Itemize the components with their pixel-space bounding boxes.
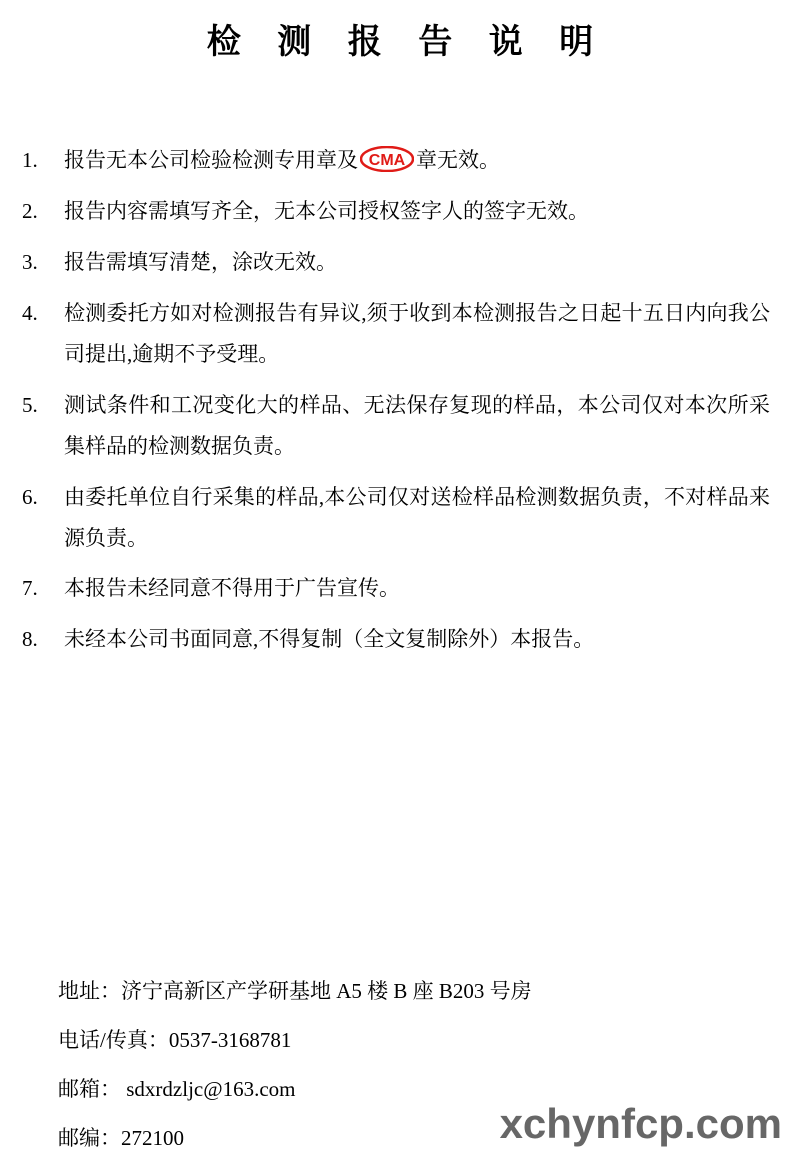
note-number: 6. xyxy=(22,484,38,509)
note-text-post: 章无效。 xyxy=(416,148,500,172)
email-line: 邮箱： sdxrdzljc@163.com xyxy=(58,1076,296,1101)
postcode-line: 邮编：272100 xyxy=(58,1125,184,1150)
phone-line: 电话/传真：0537-3168781 xyxy=(58,1027,292,1052)
list-item xyxy=(22,568,770,609)
watermark: xchynfcp.com xyxy=(499,1100,782,1147)
list-item xyxy=(22,385,770,467)
list-item xyxy=(22,191,770,232)
page-title: 检 测 报 告 说 明 xyxy=(206,24,608,61)
note-number: 8. xyxy=(22,627,38,652)
note-text xyxy=(64,140,770,181)
note-text: 未经本公司书面同意,不得复制（全文复制除外）本报告。 xyxy=(64,627,595,652)
list-item xyxy=(22,140,770,181)
note-text: 由委托单位自行采集的样品,本公司仅对送检样品检测数据负责，不对样品来源负责。 xyxy=(64,484,770,550)
note-text: 报告内容需填写齐全，无本公司授权签字人的签字无效。 xyxy=(64,198,589,223)
note-number: 5. xyxy=(22,392,38,417)
note-number: 2. xyxy=(22,198,38,223)
list-item xyxy=(22,477,770,559)
list-item xyxy=(22,242,770,283)
note-number: 7. xyxy=(22,576,38,601)
svg-text:CMA: CMA xyxy=(368,152,406,169)
note-number: 1. xyxy=(22,148,38,172)
note-text: 测试条件和工况变化大的样品、无法保存复现的样品，本公司仅对本次所采集样品的检测数据负责。 xyxy=(64,392,770,458)
note-number: 4. xyxy=(22,300,38,325)
note-text-pre: 报告无本公司检验检测专用章及 xyxy=(64,148,358,172)
note-number: 3. xyxy=(22,249,38,274)
note-text: 检测委托方如对检测报告有异议,须于收到本检测报告之日起十五日内向我公司提出,逾期不予受理。 xyxy=(64,300,770,366)
cma-seal-icon xyxy=(360,146,414,172)
note-text: 本报告未经同意不得用于广告宣传。 xyxy=(64,576,400,601)
list-item xyxy=(22,619,770,660)
note-text: 报告需填写清楚，涂改无效。 xyxy=(64,249,337,274)
notes-list xyxy=(22,140,770,670)
address-line: 地址：济宁高新区产学研基地 A5 楼 B 座 B203 号房 xyxy=(58,978,532,1003)
list-item xyxy=(22,293,770,375)
